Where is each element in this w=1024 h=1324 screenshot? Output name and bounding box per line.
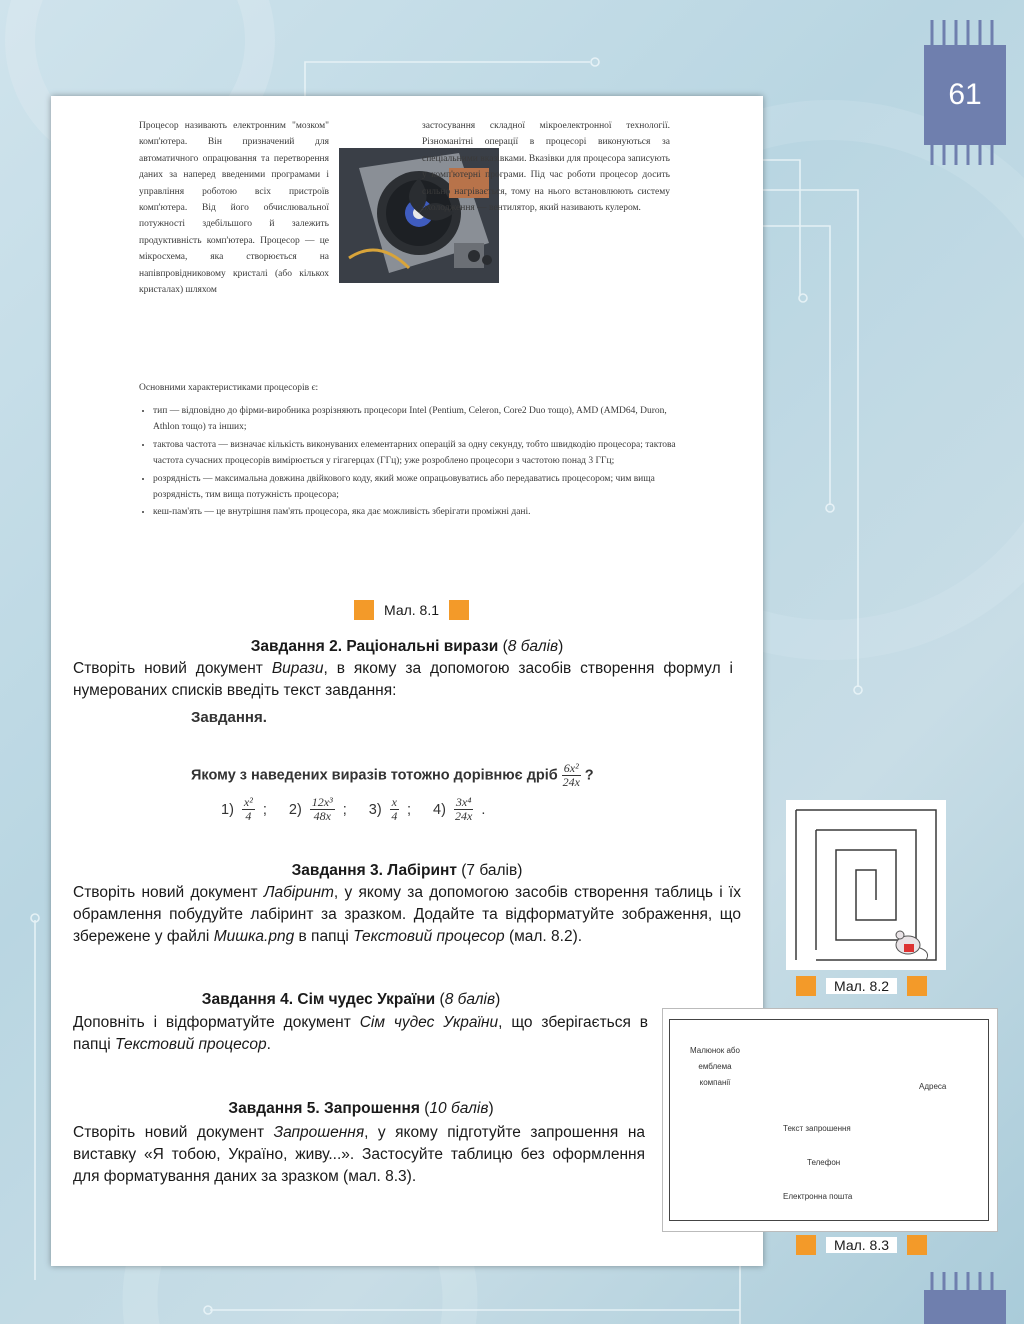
scan-intro: Основними характеристиками процесорів є: — [139, 383, 319, 393]
option-number: 3) — [368, 801, 382, 818]
task5-body-text: Створіть новий документ — [73, 1124, 274, 1141]
scan-bullet-list — [139, 403, 683, 522]
task4-title: Завдання 4. Сім чудес України — [201, 991, 436, 1008]
option-number: 2) — [288, 801, 302, 818]
caption-text: Мал. 8.1 — [384, 602, 440, 618]
caption-marker-icon — [796, 976, 816, 996]
fraction-numerator: 12x³ — [311, 795, 333, 809]
main-fraction — [562, 762, 581, 789]
answer-option — [221, 796, 267, 823]
option-fraction — [454, 796, 474, 823]
task5-heading: Завдання 5. Запрошення (10 балів) — [228, 1100, 494, 1117]
figure-caption-8-3 — [796, 1235, 927, 1255]
fraction-numerator: 3x⁴ — [455, 795, 472, 809]
invite-text: Текст запрошення — [783, 1124, 851, 1133]
task5-body — [73, 1122, 645, 1188]
question-text: Якому з наведених виразів тотожно дорівнює дріб — [191, 767, 558, 784]
task2-points: 8 балів — [507, 638, 559, 655]
task4-body — [73, 1012, 648, 1056]
task2-body — [73, 658, 733, 702]
caption-marker-icon — [907, 976, 927, 996]
task3-heading: Завдання 3. Лабіринт (7 балів) — [291, 862, 523, 879]
invite-logo-line: емблема — [698, 1062, 732, 1071]
answer-option — [369, 796, 411, 823]
caption-marker-icon — [449, 600, 469, 620]
task4-body-text: Доповніть і відформатуйте документ — [73, 1014, 360, 1031]
option-punct: . — [481, 801, 486, 818]
labyrinth-drawing — [786, 800, 946, 970]
task3-points: 7 балів — [466, 862, 518, 879]
option-number: 1) — [221, 801, 234, 818]
page-number-badge: 61 — [924, 65, 1006, 125]
labyrinth-figure — [786, 800, 946, 970]
task3-body — [73, 882, 741, 948]
task2-doc-name: Вирази — [271, 660, 324, 677]
invite-email: Електронна пошта — [783, 1192, 853, 1201]
answer-option — [433, 796, 485, 823]
invite-logo-line: Малюнок або — [690, 1046, 740, 1055]
invite-phone: Телефон — [807, 1158, 841, 1167]
scan-left-column: Процесор називають електронним "мозком" комп'ютера. Він призначений для автоматичного опрацювання та перетворення даних за наперед введеними програмами і управління роботою всіх пристроїв комп'ютера. Від його обчислювальної потужності здебільшого й залежить продуктивність комп'ютера. Процесор — це мікросхема, яка створюється на напівпровідниковому кристалі (або кількох кристалах) шляхом — [139, 121, 329, 296]
invite-logo-placeholder — [685, 1043, 745, 1091]
caption-marker-icon — [796, 1235, 816, 1255]
answer-option — [289, 796, 347, 823]
option-fraction — [310, 796, 335, 823]
figure-caption-8-2 — [796, 976, 927, 996]
task3-body-text: (мал. 8.2). — [504, 928, 583, 945]
task3-doc-name: Лабіринт — [263, 884, 334, 901]
answer-options — [221, 796, 485, 823]
task2-body-text: Створіть новий документ — [73, 660, 272, 677]
task2-body-text: , в якому за допомогою засобів створення формул і нумерованих списків введіть текст завдання: — [73, 660, 733, 699]
task3-title: Завдання 3. Лабіринт — [291, 862, 457, 879]
fraction-numerator: x² — [243, 795, 253, 809]
caption-text: Мал. 8.3 — [826, 1237, 897, 1253]
fraction-denominator: 24x — [455, 809, 473, 823]
task4-folder-name: Текстовий процесор — [115, 1036, 267, 1053]
task2-label: Завдання. — [191, 709, 267, 726]
option-fraction — [390, 796, 399, 823]
task5-points: 10 балів — [429, 1100, 489, 1117]
caption-marker-icon — [354, 600, 374, 620]
invite-address: Адреса — [919, 1082, 947, 1091]
task4-body-text: , що зберігається в папці — [73, 1014, 648, 1053]
fraction-numerator: x — [391, 795, 397, 809]
task5-body-text: , у якому підготуйте запрошення на виставку «Я тобою, Україно, живу...». Застосуйте таблицю без оформлення для форматування даних за зразком (мал. 8.3). — [73, 1124, 646, 1185]
task2-heading: Завдання 2. Раціональні вирази (8 балів) — [250, 638, 564, 655]
task2-question — [191, 762, 594, 789]
task3-folder-name: Текстовий процесор — [353, 928, 505, 945]
caption-marker-icon — [907, 1235, 927, 1255]
fraction-denominator: 4 — [245, 809, 252, 823]
option-number: 4) — [433, 801, 446, 818]
task3-body-text: Створіть новий документ — [73, 884, 264, 901]
option-punct: ; — [342, 801, 347, 818]
fraction-denominator: 4 — [391, 809, 398, 823]
fraction-denominator: 48x — [313, 809, 331, 823]
figure-caption-8-1 — [354, 600, 469, 620]
task4-heading: Завдання 4. Сім чудес України (8 балів) — [201, 991, 501, 1008]
fraction-numerator: 6x² — [563, 761, 579, 775]
task5-title: Завдання 5. Запрошення — [228, 1100, 420, 1117]
task3-file-name: Мишка.png — [213, 928, 295, 945]
task4-doc-name: Сім чудес України — [359, 1014, 499, 1031]
scan-bullet: • тип — відповідно до фірми-виробника розрізняють процесори Intel (Pentium, Celeron, Core2 Duo тощо), AMD (AMD64, Duron, Athlon тощо) та інших; — [153, 403, 683, 436]
task2-title: Завдання 2. Раціональні вирази — [250, 638, 499, 655]
task4-points: 8 балів — [444, 991, 496, 1008]
scan-bullet: • кеш-пам'ять — це внутрішня пам'ять процесора, яка дає можливість зберігати проміжні дані. — [153, 504, 683, 520]
mouse-icon — [896, 931, 928, 960]
option-punct: ; — [262, 801, 267, 818]
scan-right-column: застосування складної мікроелектронної технології. Різноманітні операції в процесорі виконуються за спеціальними вказівками. Вказівки для процесора записують у комп'ютерні програми. Під час роботи процесор досить сильно нагрівається, тому на нього встановлюють систему охолодження — вентилятор, який називають кулером. — [422, 121, 670, 214]
fraction-denominator: 24x — [562, 775, 580, 789]
document-sheet — [51, 96, 763, 1266]
scan-bullet: • розрядність — максимальна довжина двійкового коду, який може опрацьовуватись або передаватись процесором; чим вища розрядність, тим вища потужність процесора; — [153, 471, 683, 504]
task3-body-text: , у якому за допомогою засобів створення таблиць і їх обрамлення побудуйте лабіринт за зразком. Додайте та відформатуйте зображення, що збережене у файлі — [73, 884, 741, 945]
invitation-figure — [662, 1008, 998, 1232]
task3-body-text: в папці — [294, 928, 354, 945]
scanned-figure-8-1 — [139, 118, 679, 623]
invite-logo-line: компанії — [699, 1078, 731, 1087]
caption-text: Мал. 8.2 — [826, 978, 897, 994]
task4-body-text: . — [266, 1036, 271, 1053]
option-fraction — [242, 796, 255, 823]
scan-bullet: • тактова частота — визначає кількість виконуваних елементарних операцій за одну секунду, тобто швидкодію процесора; тактова частота сучасних процесорів вимірюється у гігагерцах (ГГц); уже розроблено процесори з частотою понад 3 ГГц; — [153, 437, 683, 470]
task5-doc-name: Запрошення — [273, 1124, 365, 1141]
question-mark: ? — [584, 767, 594, 784]
option-punct: ; — [406, 801, 412, 818]
